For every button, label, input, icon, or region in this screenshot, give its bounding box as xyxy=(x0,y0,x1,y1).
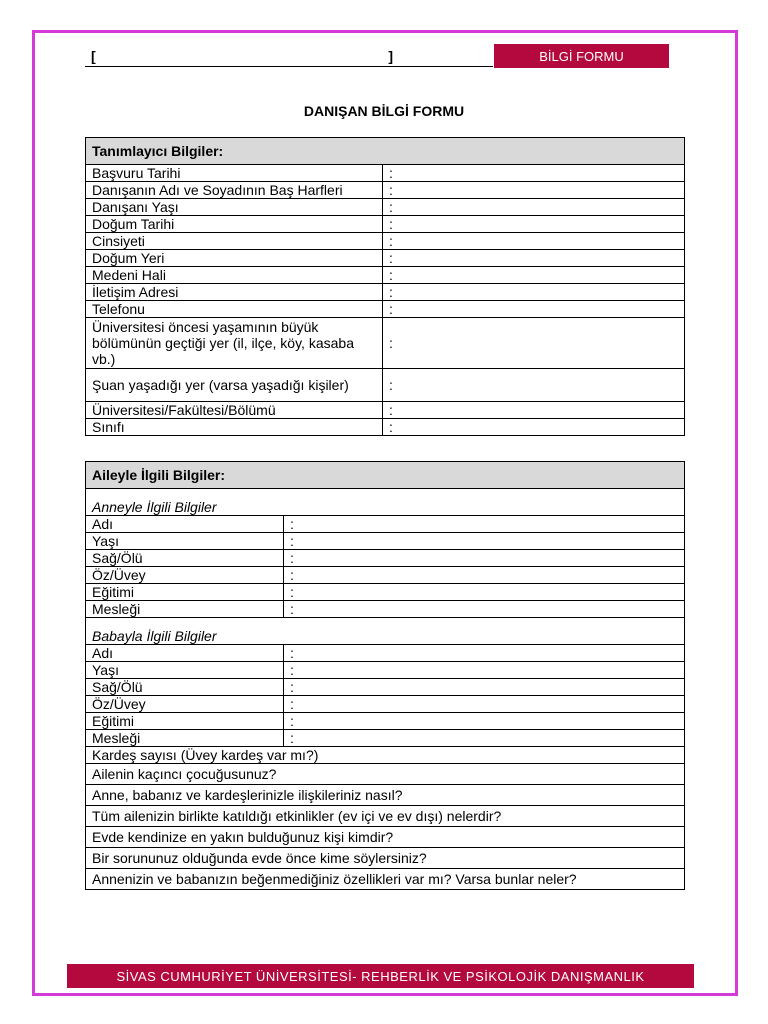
mother-field-label: Mesleği xyxy=(86,601,284,618)
field-label: Sınıfı xyxy=(86,419,383,436)
field-value[interactable]: : xyxy=(383,402,685,419)
family-question[interactable]: Evde kendinize en yakın bulduğunuz kişi kimdir? xyxy=(86,827,685,848)
field-value[interactable]: : xyxy=(383,233,685,250)
field-label: Danışanı Yaşı xyxy=(86,199,383,216)
field-value[interactable]: : xyxy=(383,165,685,182)
identity-table xyxy=(85,137,685,436)
field-value[interactable]: : xyxy=(383,369,685,402)
field-label: Telefonu xyxy=(86,301,383,318)
field-label: Şuan yaşadığı yer (varsa yaşadığı kişiler) xyxy=(86,369,383,402)
family-question[interactable]: Kardeş sayısı (Üvey kardeş var mı?) xyxy=(86,747,685,764)
father-field-label: Öz/Üvey xyxy=(86,696,284,713)
field-value[interactable]: : xyxy=(383,182,685,199)
father-field-value[interactable]: : xyxy=(284,713,685,730)
father-field-value[interactable]: : xyxy=(284,662,685,679)
mother-field-label: Öz/Üvey xyxy=(86,567,284,584)
field-value[interactable]: : xyxy=(383,419,685,436)
father-field-value[interactable]: : xyxy=(284,730,685,747)
footer-banner: SİVAS CUMHURİYET ÜNİVERSİTESİ- REHBERLİK VE PSİKOLOJİK DANIŞMANLIK xyxy=(67,964,694,988)
family-question[interactable]: Tüm ailenizin birlikte katıldığı etkinlikler (ev içi ve ev dışı) nelerdir? xyxy=(86,806,685,827)
mother-field-value[interactable]: : xyxy=(284,533,685,550)
bracket-open: [ xyxy=(91,48,96,64)
mother-field-label: Yaşı xyxy=(86,533,284,550)
father-field-label: Sağ/Ölü xyxy=(86,679,284,696)
form-badge: BİLGİ FORMU xyxy=(494,44,669,68)
field-value[interactable]: : xyxy=(383,199,685,216)
family-question[interactable]: Annenizin ve babanızın beğenmediğiniz özellikleri var mı? Varsa bunlar neler? xyxy=(86,869,685,890)
field-label: Üniversitesi/Fakültesi/Bölümü xyxy=(86,402,383,419)
father-field-label: Eğitimi xyxy=(86,713,284,730)
mother-subheading: Anneyle İlgili Bilgiler xyxy=(86,489,685,516)
field-label: Cinsiyeti xyxy=(86,233,383,250)
field-value[interactable]: : xyxy=(383,318,685,369)
mother-field-value[interactable]: : xyxy=(284,567,685,584)
field-value[interactable]: : xyxy=(383,284,685,301)
family-question[interactable]: Ailenin kaçıncı çocuğusunuz? xyxy=(86,764,685,785)
field-label: Üniversitesi öncesi yaşamının büyük bölümünün geçtiği yer (il, ilçe, köy, kasaba vb.) xyxy=(86,318,383,369)
field-value[interactable]: : xyxy=(383,216,685,233)
bracket-close: ] xyxy=(388,48,393,64)
family-heading: Aileyle İlgili Bilgiler: xyxy=(86,462,685,489)
field-label: Doğum Tarihi xyxy=(86,216,383,233)
field-label: Danışanın Adı ve Soyadının Baş Harfleri xyxy=(86,182,383,199)
field-value[interactable]: : xyxy=(383,267,685,284)
mother-field-label: Adı xyxy=(86,516,284,533)
mother-field-value[interactable]: : xyxy=(284,550,685,567)
mother-field-value[interactable]: : xyxy=(284,584,685,601)
father-field-label: Yaşı xyxy=(86,662,284,679)
mother-field-label: Sağ/Ölü xyxy=(86,550,284,567)
identity-heading: Tanımlayıcı Bilgiler: xyxy=(86,138,685,165)
mother-field-value[interactable]: : xyxy=(284,516,685,533)
header-bracket-field xyxy=(85,46,493,67)
father-field-label: Adı xyxy=(86,645,284,662)
father-field-value[interactable]: : xyxy=(284,696,685,713)
field-value[interactable]: : xyxy=(383,250,685,267)
field-label: İletişim Adresi xyxy=(86,284,383,301)
field-label: Başvuru Tarihi xyxy=(86,165,383,182)
father-field-value[interactable]: : xyxy=(284,645,685,662)
family-question[interactable]: Bir sorununuz olduğunda evde önce kime söylersiniz? xyxy=(86,848,685,869)
field-value[interactable]: : xyxy=(383,301,685,318)
family-table xyxy=(85,461,685,890)
page-title: DANIŞAN BİLGİ FORMU xyxy=(303,103,465,119)
father-subheading: Babayla İlgili Bilgiler xyxy=(86,618,685,645)
family-question[interactable]: Anne, babanız ve kardeşlerinizle ilişkileriniz nasıl? xyxy=(86,785,685,806)
father-field-value[interactable]: : xyxy=(284,679,685,696)
mother-field-label: Eğitimi xyxy=(86,584,284,601)
field-label: Doğum Yeri xyxy=(86,250,383,267)
field-label: Medeni Hali xyxy=(86,267,383,284)
father-field-label: Mesleği xyxy=(86,730,284,747)
mother-field-value[interactable]: : xyxy=(284,601,685,618)
